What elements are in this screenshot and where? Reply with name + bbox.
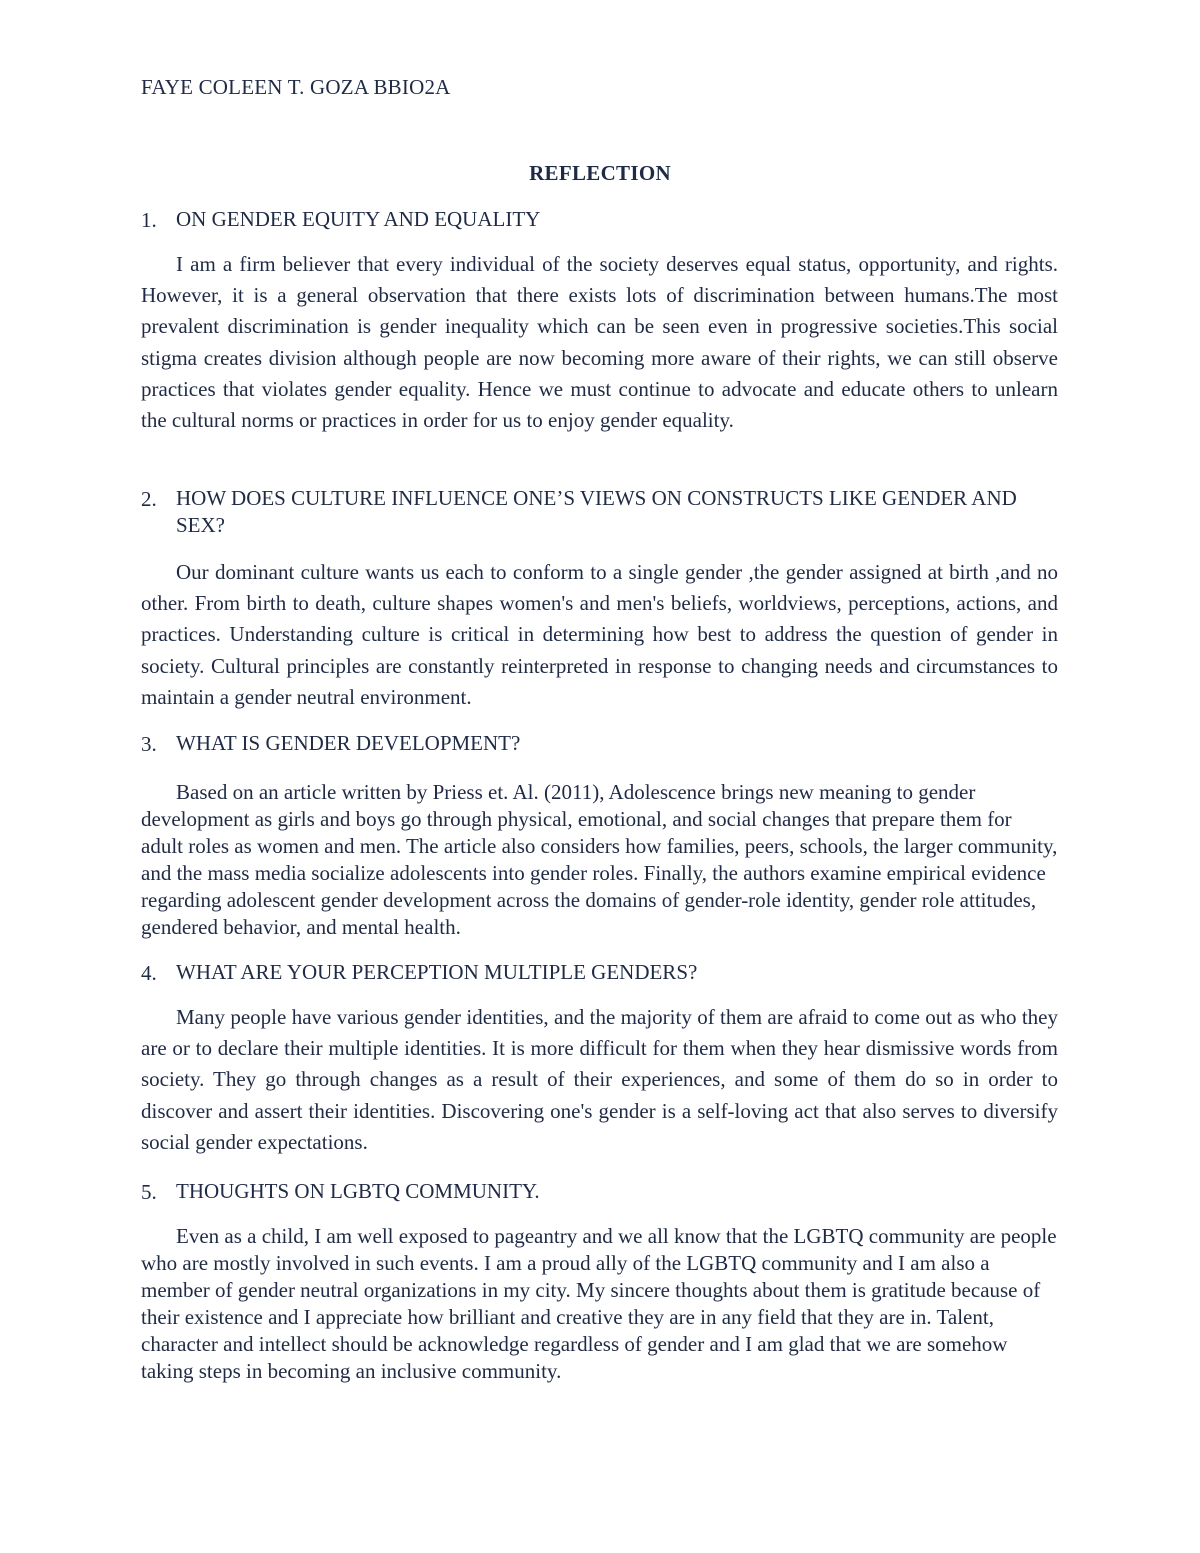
section-5-answer: Even as a child, I am well exposed to pageantry and we all know that the LGBTQ community are people who are mostly involved in such events. I am a proud ally of the LGBTQ community and I am also a member of gender neutral organizations in my city. My sincere thoughts about them is gratitude because of their existence and I appreciate how brilliant and creative they are in any field that they are in. Talent, character and intellect should be acknowledge regardless of gender and I am glad that we are somehow taking steps in becoming an inclusive community.	[141, 1224, 1057, 1383]
section-5-question: THOUGHTS ON LGBTQ COMMUNITY.	[176, 1179, 540, 1203]
section-2-number: 2.	[141, 487, 157, 511]
section-3-answer: Based on an article written by Priess et. Al. (2011), Adolescence brings new meaning to gender development as girls and boys go through physical, emotional, and social changes that prepare them for adult roles as women and men. The article also considers how families, peers, schools, the larger community, and the mass media socialize adolescents into gender roles. Finally, the authors examine empirical evidence regarding adolescent gender development across the domains of gender-role identity, gender role attitudes, gendered behavior, and mental health.	[141, 780, 1058, 939]
section-1-number: 1.	[141, 208, 157, 232]
section-3-number: 3.	[141, 732, 157, 756]
section-1-question: ON GENDER EQUITY AND EQUALITY	[176, 207, 541, 231]
section-2-question: HOW DOES CULTURE INFLUENCE ONE’S VIEWS ON CONSTRUCTS LIKE GENDER AND SEX?	[176, 486, 1017, 537]
section-4-answer: Many people have various gender identities, and the majority of them are afraid to come out as who they are or to declare their multiple identities. It is more difficult for them when they hear dismissive words from society. They go through changes as a result of their experiences, and some of them do so in order to discover and assert their identities. Discovering one's gender is a self-loving act that also serves to diversify social gender expectations.	[141, 1005, 1058, 1154]
document-title: REFLECTION	[529, 161, 671, 185]
section-4-number: 4.	[141, 961, 157, 985]
section-3-question: WHAT IS GENDER DEVELOPMENT?	[176, 731, 521, 755]
section-4-question: WHAT ARE YOUR PERCEPTION MULTIPLE GENDERS?	[176, 960, 698, 984]
author-name-line: FAYE COLEEN T. GOZA BBIO2A	[141, 75, 451, 99]
section-2-answer: Our dominant culture wants us each to conform to a single gender ,the gender assigned at birth ,and no other. From birth to death, culture shapes women's and men's beliefs, worldviews, perceptions, actions, and practices. Understanding culture is critical in determining how best to address the question of gender in society. Cultural principles are constantly reinterpreted in response to changing needs and circumstances to maintain a gender neutral environment.	[141, 560, 1058, 709]
section-1-answer: I am a firm believer that every individual of the society deserves equal status, opportunity, and rights. However, it is a general observation that there exists lots of discrimination between humans.The most prevalent discrimination is gender inequality which can be seen even in progressive societies.This social stigma creates division although people are now becoming more aware of their rights, we can still observe practices that violates gender equality. Hence we must continue to advocate and educate others to unlearn the cultural norms or practices in order for us to enjoy gender equality.	[141, 252, 1058, 433]
section-5-number: 5.	[141, 1180, 157, 1204]
